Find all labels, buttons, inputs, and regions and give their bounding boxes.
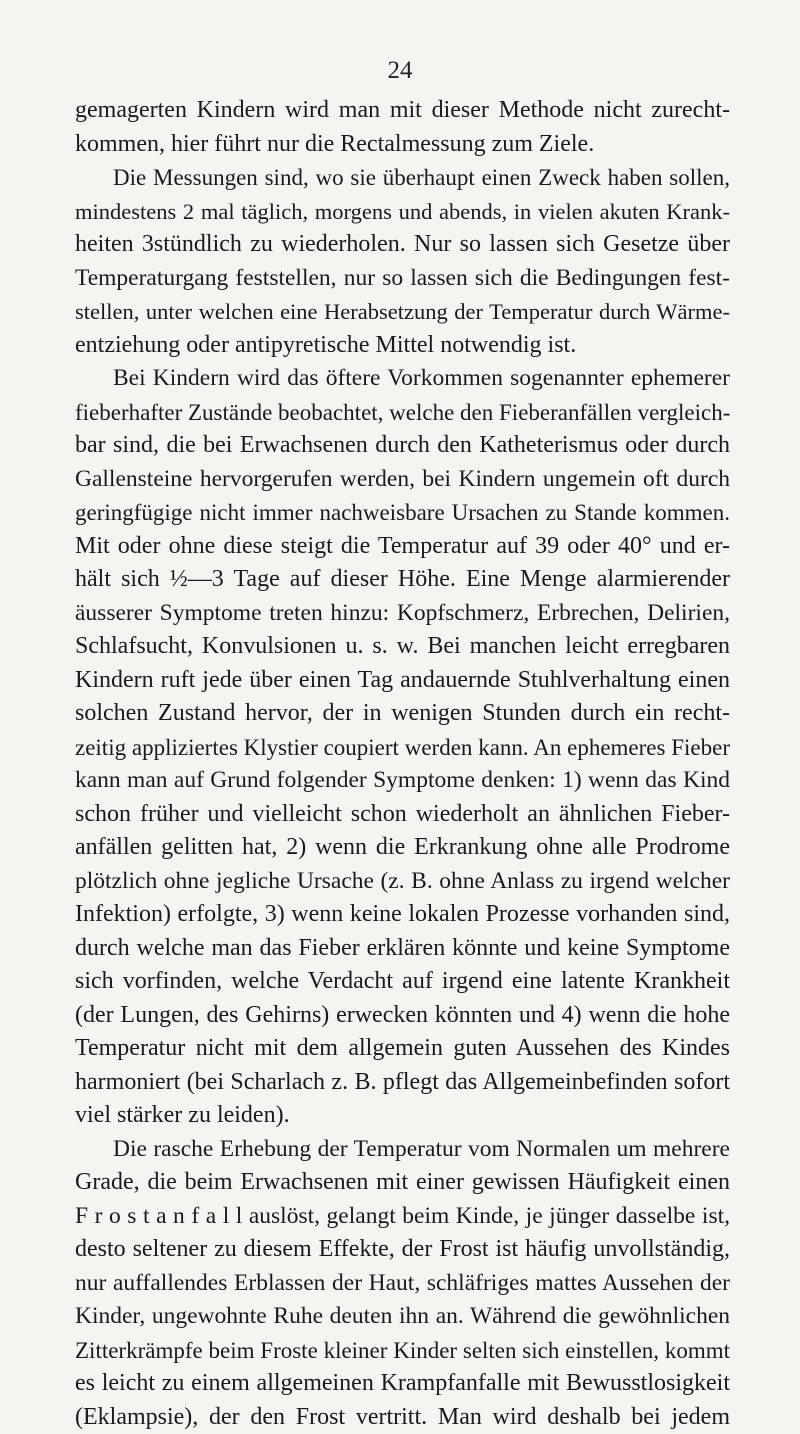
text-line: harmoniert (bei Scharlach z. B. pflegt das Allgemeinbefinden sofort [75, 1066, 730, 1100]
text-line: es leicht zu einem allgemeinen Krampfanfalle mit Bewusstlosigkeit [75, 1367, 730, 1401]
text-line: schon früher und vielleicht schon wiederholt an ähnlichen Fieber- [75, 798, 730, 832]
text-line: Kindern ruft jede über einen Tag andauernde Stuhlverhaltung einen [75, 664, 730, 698]
text-line: plötzlich ohne jegliche Ursache (z. B. ohne Anlass zu irgend welcher [75, 865, 730, 899]
text-line: gemagerten Kindern wird man mit dieser Methode nicht zurecht- [75, 94, 730, 128]
text-line: zeitig appliziertes Klystier coupiert werden kann. An ephemeres Fieber [75, 731, 730, 765]
text-line: geringfügige nicht immer nachweisbare Ursachen zu Stande kommen. [75, 496, 730, 530]
text-line: Schlafsucht, Konvulsionen u. s. w. Bei manchen leicht erregbaren [75, 630, 730, 664]
text-line: Kinder, ungewohnte Ruhe deuten ihn an. Während die gewöhnlichen [75, 1300, 730, 1334]
text-line: (der Lungen, des Gehirns) erwecken könnten und 4) wenn die hohe [75, 999, 730, 1033]
text-line: anfällen gelitten hat, 2) wenn die Erkrankung ohne alle Prodrome [75, 831, 730, 865]
text-line: Gallensteine hervorgerufen werden, bei Kindern ungemein oft durch [75, 463, 730, 497]
text-line: äusserer Symptome treten hinzu: Kopfschmerz, Erbrechen, Delirien, [75, 597, 730, 631]
text-line: (Eklampsie), der den Frost vertritt. Man wird deshalb bei jedem [75, 1401, 730, 1434]
text-line: Mit oder ohne diese steigt die Temperatur auf 39 oder 40° und er- [75, 530, 730, 564]
text-line: Die Messungen sind, wo sie überhaupt einen Zweck haben sollen, [75, 161, 730, 195]
body-text [75, 94, 730, 1434]
text-line: entziehung oder antipyretische Mittel notwendig ist. [75, 329, 730, 363]
page-number: 24 [0, 56, 800, 86]
text-line: fieberhafter Zustände beobachtet, welche den Fieberanfällen vergleich- [75, 396, 730, 430]
text-line: Bei Kindern wird das öftere Vorkommen sogenannter ephemerer [75, 362, 730, 396]
text-line: hält sich ½—3 Tage auf dieser Höhe. Eine Menge alarmierender [75, 563, 730, 597]
text-line: bar sind, die bei Erwachsenen durch den Katheterismus oder durch [75, 429, 730, 463]
text-line: Temperaturgang feststellen, nur so lassen sich die Bedingungen fest- [75, 262, 730, 296]
text-line: nur auffallendes Erblassen der Haut, schläfriges mattes Aussehen der [75, 1267, 730, 1301]
text-line: Zitterkrämpfe beim Froste kleiner Kinder selten sich einstellen, kommt [75, 1334, 730, 1368]
text-line: Die rasche Erhebung der Temperatur vom Normalen um mehrere [75, 1133, 730, 1167]
text-line: sich vorfinden, welche Verdacht auf irgend eine latente Krankheit [75, 965, 730, 999]
text-line: mindestens 2 mal täglich, morgens und abends, in vielen akuten Krank- [75, 195, 730, 229]
text-line: heiten 3stündlich zu wiederholen. Nur so lassen sich Gesetze über [75, 228, 730, 262]
text-line: F r o s t a n f a l l auslöst, gelangt beim Kinde, je jünger dasselbe ist, [75, 1200, 730, 1234]
text-line: Grade, die beim Erwachsenen mit einer gewissen Häufigkeit einen [75, 1166, 730, 1200]
text-line: viel stärker zu leiden). [75, 1099, 730, 1133]
text-line: solchen Zustand hervor, der in wenigen Stunden durch ein recht- [75, 697, 730, 731]
text-line: Temperatur nicht mit dem allgemein guten Aussehen des Kindes [75, 1032, 730, 1066]
text-line: kommen, hier führt nur die Rectalmessung zum Ziele. [75, 128, 730, 162]
text-line: durch welche man das Fieber erklären könnte und keine Symptome [75, 932, 730, 966]
text-line: stellen, unter welchen eine Herabsetzung der Temperatur durch Wärme- [75, 295, 730, 329]
text-line: Infektion) erfolgte, 3) wenn keine lokalen Prozesse vorhanden sind, [75, 898, 730, 932]
text-line: kann man auf Grund folgender Symptome denken: 1) wenn das Kind [75, 764, 730, 798]
text-line: desto seltener zu diesem Effekte, der Frost ist häufig unvollständig, [75, 1233, 730, 1267]
